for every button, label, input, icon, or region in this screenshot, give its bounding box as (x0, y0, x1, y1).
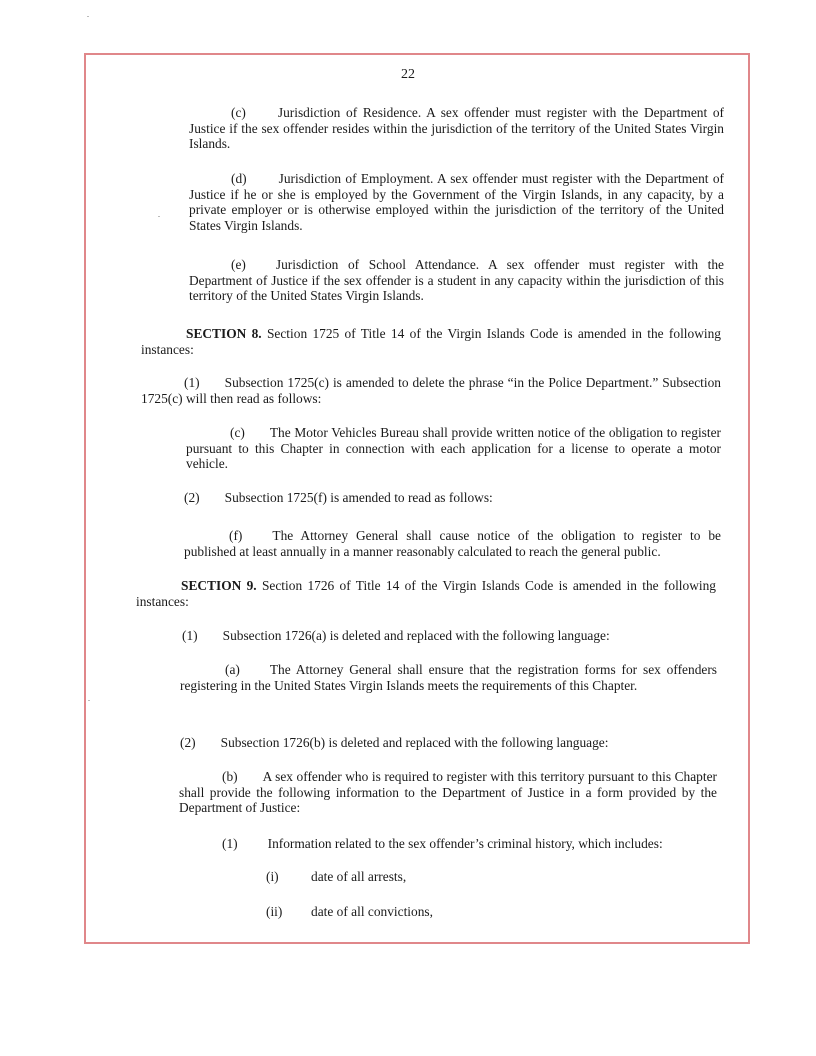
paragraph-text: The Attorney General shall ensure that the registration forms for sex offenders registering in the United States Virgin Islands meets the requirements of this Chapter. (180, 662, 717, 693)
paragraph-text: Subsection 1725(c) is amended to delete the phrase “in the Police Department.” Subsection 1725(c) will then read as follows: (141, 375, 721, 406)
section-8-item-1-subsection-c (186, 425, 721, 472)
section-heading: SECTION 9. (181, 578, 257, 593)
paragraph-text: date of all convictions, (311, 904, 433, 919)
section-8-paragraph (141, 326, 721, 357)
section-heading: SECTION 8. (186, 326, 262, 341)
paragraph-text: Information related to the sex offender’s criminal history, which includes: (267, 836, 663, 851)
criminal-history-subitem-i (266, 869, 566, 885)
paragraph-text: Subsection 1726(a) is deleted and replaced with the following language: (222, 628, 610, 643)
section-9-paragraph (136, 578, 716, 609)
page-number: 22 (401, 67, 415, 82)
criminal-history-subitem-ii (266, 904, 566, 920)
paragraph-text: date of all arrests, (311, 869, 407, 884)
paragraph-label: (d) (231, 171, 247, 186)
paragraph-label: (1) (184, 375, 200, 390)
paragraph-text: Section 1726 of Title 14 of the Virgin Islands Code is amended in the following instances: (136, 578, 716, 609)
section-8-item-1 (141, 375, 721, 406)
scan-speck (87, 16, 89, 17)
scan-speck (158, 216, 160, 217)
paragraph-label: (b) (222, 769, 238, 784)
paragraph-text: Jurisdiction of Residence. A sex offender must register with the Department of Justice if the sex offender resides within the jurisdiction of the territory of the United States Virgin Islands. (189, 105, 724, 151)
paragraph-text: Jurisdiction of Employment. A sex offender must register with the Department of Justice if he or she is employed by the Government of the Virgin Islands, in any capacity, by a private employer or is otherwise employed within the jurisdiction of the territory of the United States Virgin Islands. (189, 171, 724, 233)
paragraph-label: (2) (180, 735, 196, 750)
paragraph-label: (e) (231, 257, 246, 272)
paragraph-text: The Motor Vehicles Bureau shall provide written notice of the obligation to register pursuant to this Chapter in connection with each application for a license to operate a motor vehicle. (186, 425, 721, 471)
paragraph-label: (f) (229, 528, 243, 543)
paragraph-c-residence (189, 105, 724, 152)
section-8-item-2 (184, 490, 724, 506)
section-9-item-1-subsection-a (180, 662, 717, 693)
paragraph-text: Section 1725 of Title 14 of the Virgin Islands Code is amended in the following instances: (141, 326, 721, 357)
section-9-item-2-subsection-b (179, 769, 717, 816)
scan-speck (88, 700, 90, 701)
paragraph-label: (i) (266, 869, 279, 884)
paragraph-label: (1) (182, 628, 198, 643)
paragraph-text: Subsection 1726(b) is deleted and replaced with the following language: (220, 735, 609, 750)
section-9-item-2 (180, 735, 720, 751)
paragraph-text: A sex offender who is required to register with this territory pursuant to this Chapter shall provide the following information to the Department of Justice in a form provided by the Department of Justice: (179, 769, 717, 815)
paragraph-label: (2) (184, 490, 200, 505)
section-8-item-2-subsection-f (184, 528, 721, 559)
paragraph-d-employment (189, 171, 724, 233)
paragraph-label: (ii) (266, 904, 283, 919)
paragraph-label: (c) (231, 105, 246, 120)
paragraph-e-school (189, 257, 724, 304)
paragraph-label: (c) (230, 425, 245, 440)
paragraph-text: The Attorney General shall cause notice of the obligation to register to be published at least annually in a manner reasonably calculated to reach the general public. (184, 528, 721, 559)
paragraph-text: Jurisdiction of School Attendance. A sex offender must register with the Department of Justice if the sex offender is a student in any capacity within the jurisdiction of this territory of the United States Virgin Islands. (189, 257, 724, 303)
paragraph-label: (1) (222, 836, 238, 851)
paragraph-text: Subsection 1725(f) is amended to read as follows: (224, 490, 493, 505)
criminal-history-item (222, 836, 717, 852)
section-9-item-1 (182, 628, 722, 644)
paragraph-label: (a) (225, 662, 240, 677)
